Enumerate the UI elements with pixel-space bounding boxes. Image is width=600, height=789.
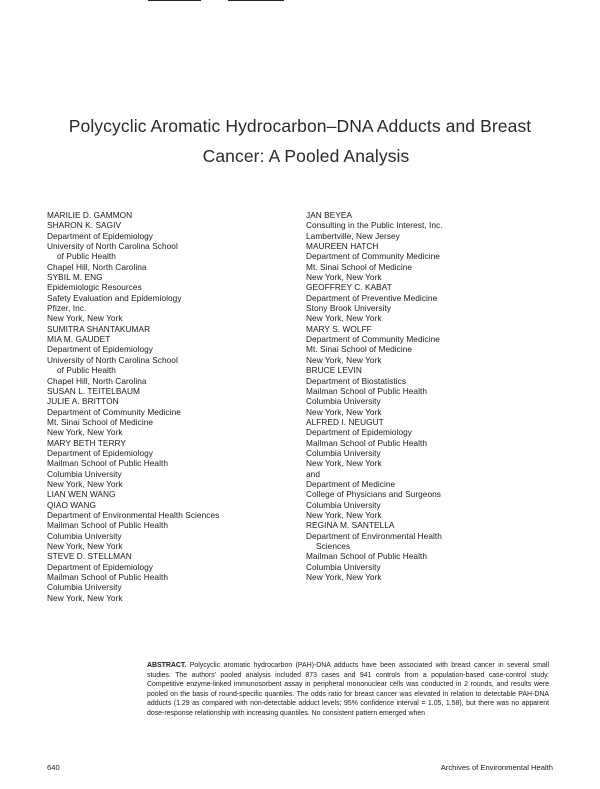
page-number: 640 <box>47 763 60 772</box>
author-line: Columbia University <box>306 447 381 458</box>
title-line-2: Cancer: A Pooled Analysis <box>202 146 410 166</box>
author-line: Mailman School of Public Health <box>47 520 168 531</box>
author-line: Mailman School of Public Health <box>47 458 168 469</box>
author-line: REGINA M. SANTELLA <box>306 520 395 531</box>
author-line: Department of Community Medicine <box>47 406 181 417</box>
author-line: Sciences <box>316 541 351 551</box>
author-line: SUSAN L. TEITELBAUM <box>47 385 141 396</box>
author-line: Mailman School of Public Health <box>306 385 427 396</box>
author-line: Department of Epidemiology <box>47 561 153 572</box>
author-line: New York, New York <box>47 541 123 551</box>
author-line: Mailman School of Public Health <box>47 572 168 583</box>
title-line-1: Polycyclic Aromatic Hydrocarbon–DNA Adducts and Breast <box>68 116 532 136</box>
author-line: Columbia University <box>306 396 381 407</box>
top-rule-right <box>228 0 284 1</box>
author-line: and <box>306 468 320 479</box>
author-line: STEVE D. STELLMAN <box>47 551 132 562</box>
author-line: Mailman School of Public Health <box>306 551 427 562</box>
author-line: Department of Epidemiology <box>47 447 153 458</box>
author-line: Epidemiologic Resources <box>47 282 142 293</box>
author-line: Chapel Hill, North Carolina <box>47 375 147 386</box>
journal-name: Archives of Environmental Health <box>440 763 553 772</box>
author-line: Department of Epidemiology <box>47 230 153 241</box>
author-line: New York, New York <box>47 478 123 489</box>
author-line: of Public Health <box>57 251 116 262</box>
author-line: University of North Carolina School <box>47 241 178 252</box>
author-list-right <box>306 210 443 582</box>
author-line: MARY BETH TERRY <box>47 437 126 448</box>
author-line: SUMITRA SHANTAKUMAR <box>47 323 151 334</box>
author-line: Columbia University <box>47 582 122 593</box>
author-line: New York, New York <box>306 272 382 283</box>
author-line: GEOFFREY C. KABAT <box>306 282 392 293</box>
author-line: MAUREEN HATCH <box>306 241 379 252</box>
author-list-left <box>47 210 219 603</box>
author-line: Mt. Sinai School of Medicine <box>47 416 154 427</box>
abstract-text: Polycyclic aromatic hydrocarbon (PAH)-DNA adducts have been associated with breast cancer in several small studies. The authors' pooled analysis included 873 cases and 941 controls from a population-based case-control study. Competitive enzyme-linked immunosorbent assay in peripheral mononuclear cells was conducted in 2 rounds, and results were pooled on the basis of round-specific quantiles. The odds ratio for breast cancer was elevated in relation to detectable PAH-DNA adducts (1.29 as compared with non-detectable adduct levels; 95% confidence interval = 1.05, 1.58), but there was no apparent dose-response relationship with increasing quantiles. No consistent pattern emerged when <box>147 662 549 717</box>
author-line: Department of Epidemiology <box>306 427 412 438</box>
top-rule-left <box>148 0 201 1</box>
author-line: Department of Preventive Medicine <box>306 292 438 303</box>
author-line: SYBIL M. ENG <box>47 272 103 283</box>
author-line: Safety Evaluation and Epidemiology <box>47 292 182 303</box>
author-line: Columbia University <box>306 561 381 572</box>
author-line: New York, New York <box>47 313 123 324</box>
author-line: New York, New York <box>306 406 382 417</box>
author-line: Columbia University <box>47 530 122 541</box>
author-line: Lambertville, New Jersey <box>306 230 400 241</box>
author-line: ALFRED I. NEUGUT <box>306 416 384 427</box>
author-line: Department of Environmental Health <box>306 530 442 541</box>
author-line: Department of Epidemiology <box>47 344 153 355</box>
author-line: MARY S. WOLFF <box>306 323 372 334</box>
author-line: Department of Community Medicine <box>306 334 440 345</box>
author-line: New York, New York <box>47 592 123 603</box>
author-line: Mt. Sinai School of Medicine <box>306 344 413 355</box>
author-line: Department of Environmental Health Sciences <box>47 509 220 520</box>
author-line: BRUCE LEVIN <box>306 365 362 376</box>
author-line: New York, New York <box>306 572 382 583</box>
author-line: Mailman School of Public Health <box>306 437 427 448</box>
abstract <box>147 661 549 719</box>
author-line: Pfizer, Inc. <box>47 303 87 314</box>
author-line: University of North Carolina School <box>47 354 178 365</box>
author-line: New York, New York <box>306 509 382 520</box>
author-line: MARILIE D. GAMMON <box>47 210 133 220</box>
author-line: Columbia University <box>47 468 122 479</box>
abstract-label: ABSTRACT. <box>147 662 187 669</box>
author-line: LIAN WEN WANG <box>47 489 116 500</box>
author-line: of Public Health <box>57 365 116 376</box>
author-line: New York, New York <box>47 427 123 438</box>
author-line: New York, New York <box>306 354 382 365</box>
author-line: Columbia University <box>306 499 381 510</box>
author-line: New York, New York <box>306 313 382 324</box>
author-line: Chapel Hill, North Carolina <box>47 261 147 272</box>
author-line: JULIE A. BRITTON <box>47 396 119 407</box>
author-line: Consulting in the Public Interest, Inc. <box>306 220 443 231</box>
author-line: College of Physicians and Surgeons <box>306 489 441 500</box>
author-line: Department of Medicine <box>306 478 396 489</box>
author-line: New York, New York <box>306 458 382 469</box>
author-line: JAN BEYEA <box>306 210 353 220</box>
author-line: SHARON K. SAGIV <box>47 220 122 231</box>
author-line: Department of Biostatistics <box>306 375 407 386</box>
author-line: QIAO WANG <box>47 499 97 510</box>
author-line: Mt. Sinai School of Medicine <box>306 261 413 272</box>
author-line: MIA M. GAUDET <box>47 334 111 345</box>
author-line: Department of Community Medicine <box>306 251 440 262</box>
author-line: Stony Brook University <box>306 303 392 314</box>
